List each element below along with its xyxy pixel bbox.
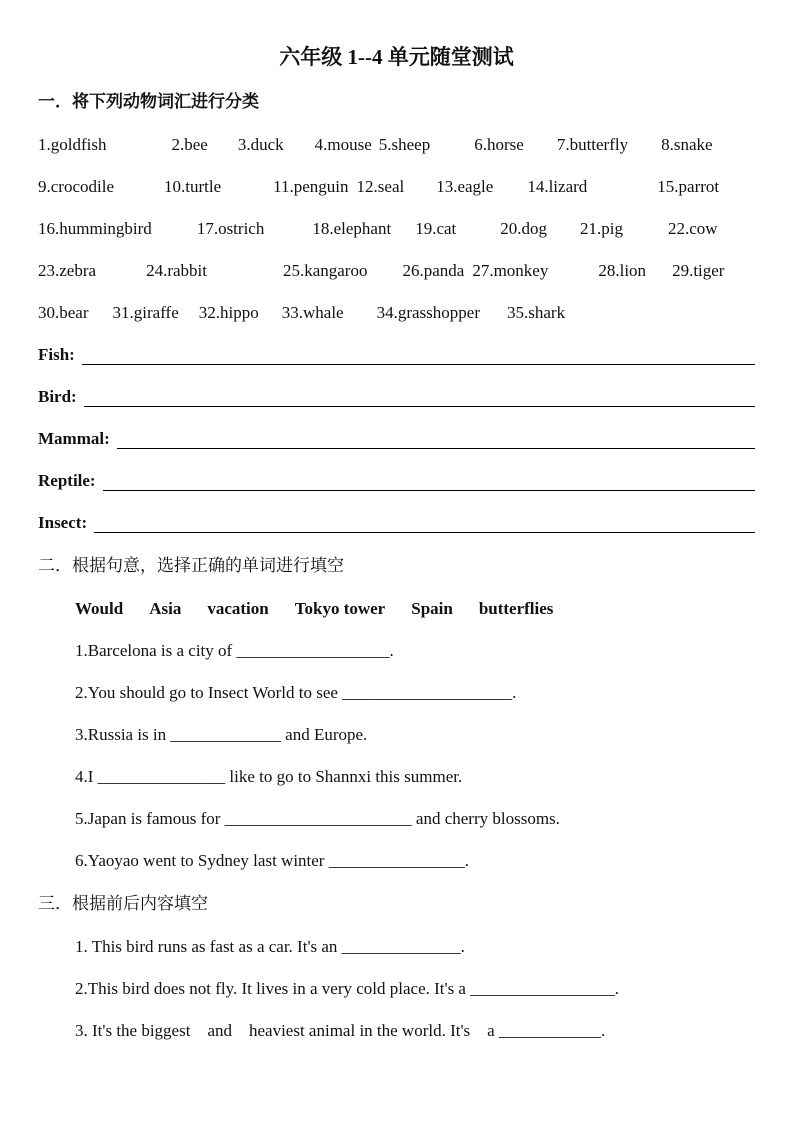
animal-word-row-3 xyxy=(38,208,755,250)
animal-word: 35.shark xyxy=(507,303,566,322)
animal-word: 30.bear xyxy=(38,303,89,322)
answer-blank xyxy=(82,364,755,365)
animal-word: 26.panda xyxy=(402,261,465,280)
answer-blank xyxy=(84,406,755,407)
animal-word: 29.tiger xyxy=(672,261,725,280)
answer-blank xyxy=(117,448,755,449)
word-bank xyxy=(38,588,755,630)
answer-blank xyxy=(94,532,755,533)
category-line-fish xyxy=(38,334,755,376)
animal-word: 10.turtle xyxy=(164,177,222,196)
section2-sentence-6: 6.Yaoyao went to Sydney last winter ________________. xyxy=(75,851,469,870)
animal-word: 11.penguin xyxy=(273,177,349,196)
animal-word: 20.dog xyxy=(500,219,548,238)
animal-word: 21.pig xyxy=(580,219,623,238)
section2-sentence-3: 3.Russia is in _____________ and Europe. xyxy=(75,725,368,744)
category-label: Mammal: xyxy=(38,429,110,448)
section1-heading: 一．将下列动物词汇进行分类 xyxy=(38,92,259,111)
category-label: Fish: xyxy=(38,345,75,364)
animal-word: 27.monkey xyxy=(472,261,549,280)
animal-word: 24.rabbit xyxy=(146,261,207,280)
animal-word: 14.lizard xyxy=(527,177,588,196)
animal-word: 34.grasshopper xyxy=(376,303,480,322)
animal-word: 8.snake xyxy=(661,135,713,154)
category-line-bird xyxy=(38,376,755,418)
category-line-reptile xyxy=(38,460,755,502)
section3-sentence-2: 2.This bird does not fly. It lives in a very cold place. It's a _________________. xyxy=(75,979,619,998)
animal-word: 28.lion xyxy=(598,261,647,280)
animal-word: 22.cow xyxy=(668,219,718,238)
animal-word: 3.duck xyxy=(237,135,284,154)
animal-word: 7.butterfly xyxy=(556,135,629,154)
animal-word: 1.goldfish xyxy=(38,135,107,154)
animal-word: 17.ostrich xyxy=(196,219,265,238)
animal-word: 23.zebra xyxy=(38,261,97,280)
animal-word: 19.cat xyxy=(415,219,457,238)
word-bank-item: Would xyxy=(75,599,124,618)
category-line-insect xyxy=(38,502,755,544)
category-label: Bird: xyxy=(38,387,77,406)
answer-blank xyxy=(103,490,755,491)
section3-heading: 三．根据前后内容填空 xyxy=(38,894,208,913)
page-title: 六年级 1--4 单元随堂测试 xyxy=(279,45,514,69)
animal-word: 18.elephant xyxy=(312,219,392,238)
animal-word: 13.eagle xyxy=(436,177,494,196)
animal-word: 2.bee xyxy=(171,135,208,154)
animal-word-row-2 xyxy=(38,166,755,208)
category-line-mammal xyxy=(38,418,755,460)
animal-word: 33.whale xyxy=(281,303,344,322)
animal-word: 31.giraffe xyxy=(112,303,179,322)
category-label: Insect: xyxy=(38,513,88,532)
animal-word-row-4 xyxy=(38,250,755,292)
section3-sentence-3: 3. It's the biggest and heaviest animal in the world. It's a ____________. xyxy=(75,1021,606,1040)
animal-word: 12.seal xyxy=(356,177,405,196)
section2-heading: 二．根据句意，选择正确的单词进行填空 xyxy=(38,556,344,575)
section2-sentence-5: 5.Japan is famous for ______________________ and cherry blossoms. xyxy=(75,809,560,828)
word-bank-item: Asia xyxy=(149,599,182,618)
animal-word: 9.crocodile xyxy=(38,177,114,196)
word-bank-item: vacation xyxy=(207,599,269,618)
section2-sentence-1: 1.Barcelona is a city of __________________. xyxy=(75,641,394,660)
animal-word: 15.parrot xyxy=(657,177,720,196)
section3-sentence-1: 1. This bird runs as fast as a car. It's an ______________. xyxy=(75,937,465,956)
animal-word: 5.sheep xyxy=(378,135,431,154)
word-bank-item: Tokyo tower xyxy=(294,599,386,618)
animal-word-row-5 xyxy=(38,292,755,334)
word-bank-item: butterflies xyxy=(478,599,554,618)
section2-sentence-4: 4.I _______________ like to go to Shannxi this summer. xyxy=(75,767,463,786)
word-bank-item: Spain xyxy=(411,599,453,618)
animal-word: 25.kangaroo xyxy=(282,261,368,280)
animal-word: 16.hummingbird xyxy=(38,219,152,238)
animal-word: 4.mouse xyxy=(314,135,372,154)
category-label: Reptile: xyxy=(38,471,96,490)
animal-word: 6.horse xyxy=(474,135,524,154)
section2-sentence-2: 2.You should go to Insect World to see ____________________. xyxy=(75,683,517,702)
animal-word-row-1 xyxy=(38,124,755,166)
animal-word: 32.hippo xyxy=(198,303,259,322)
